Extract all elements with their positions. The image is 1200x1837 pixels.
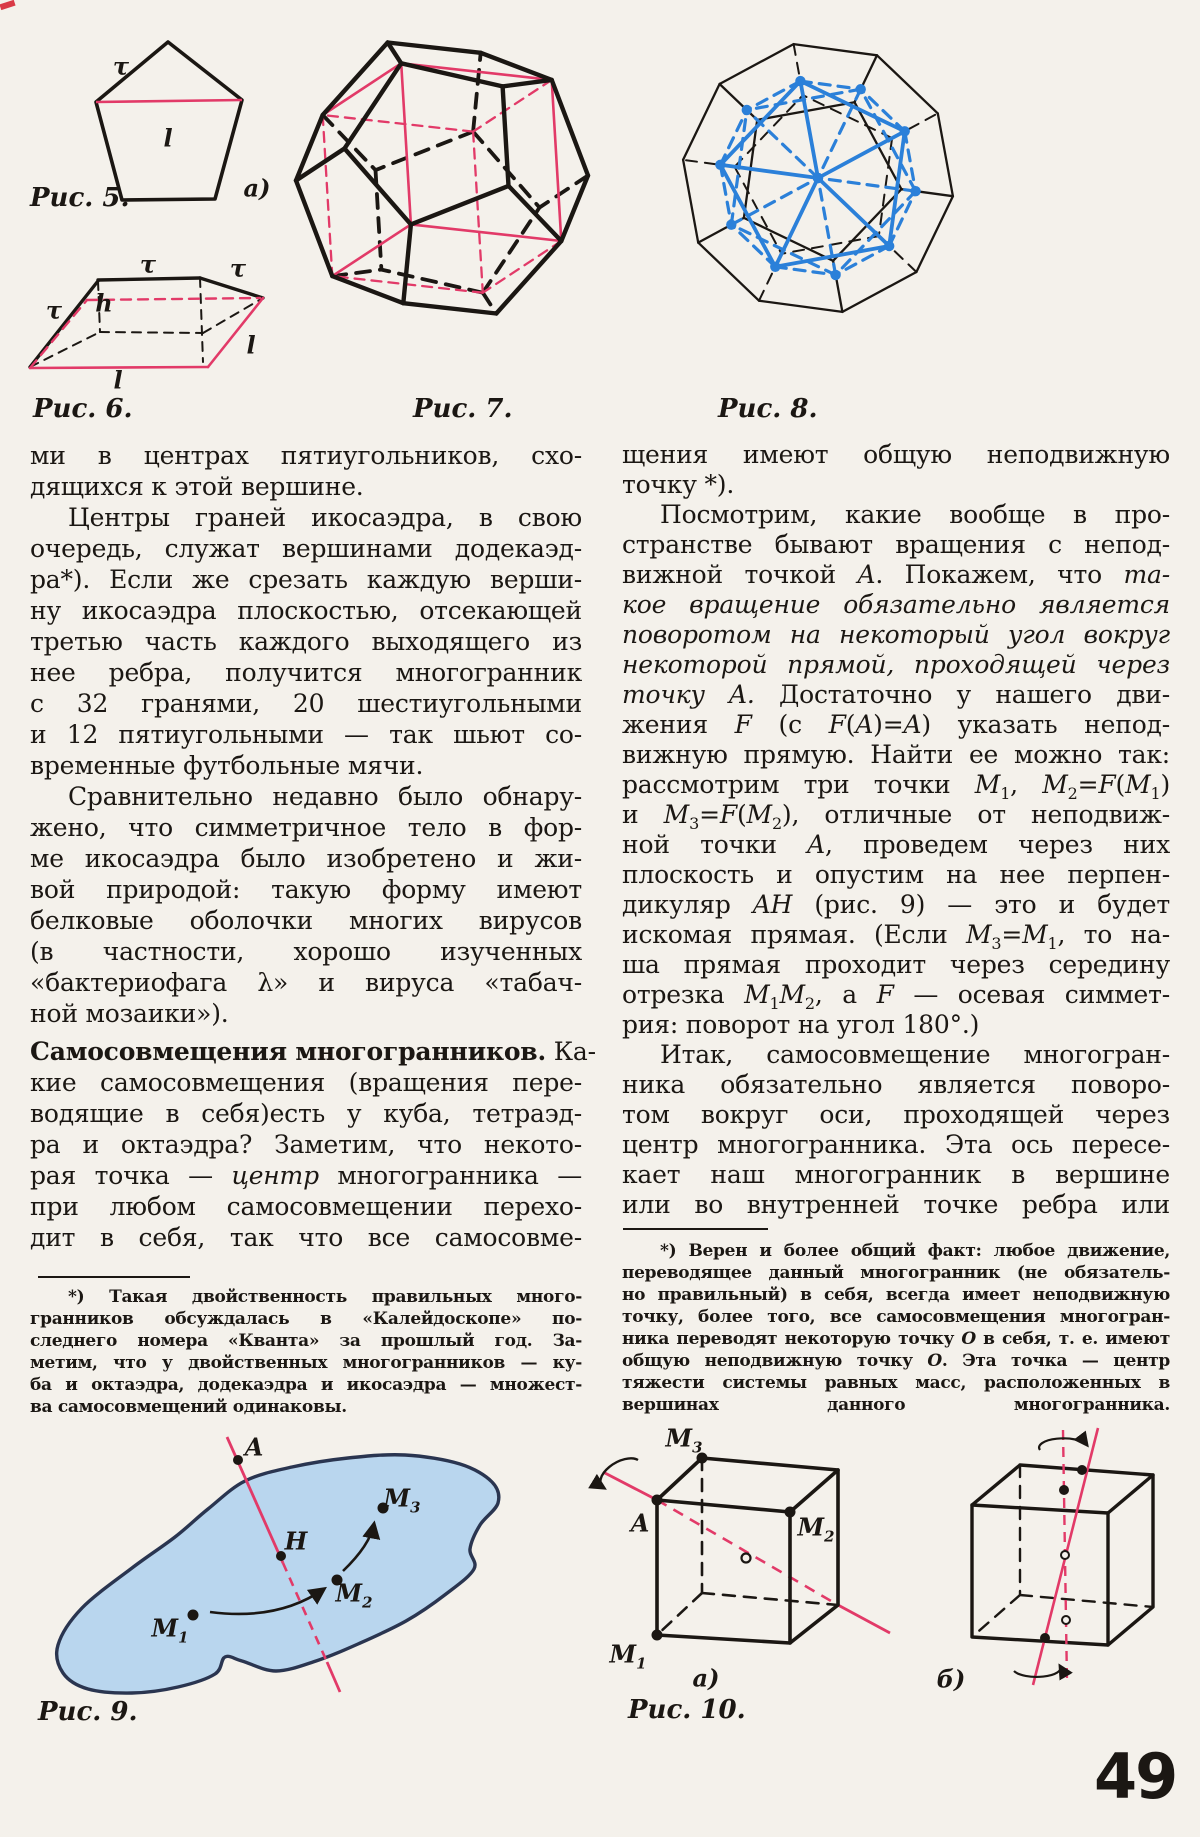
fig9-label-A: A — [244, 1432, 264, 1462]
text-line: ми в центрах пятиугольников, схо- — [30, 441, 582, 470]
fig6-label-tau-top: τ — [139, 249, 157, 279]
right-column-paragraphs — [622, 440, 1170, 1220]
text-line: рассмотрим три точки $M_1$, $M_2=F(M_1)$ — [622, 770, 1171, 803]
fig10b-cube-face-axis-figure — [930, 1405, 1190, 1705]
fig9-plane-blob-figure — [40, 1425, 520, 1715]
fig10a-label-A: A — [630, 1508, 650, 1538]
fig10b-axis-points — [1040, 1465, 1087, 1643]
polyhedron-edge — [388, 43, 481, 53]
text-line: третью часть каждого выходящего из — [30, 627, 582, 656]
text-line: жения F (с F(A)=A) указать непод- — [622, 710, 1170, 739]
fig10-caption: Рис. 10. — [628, 1695, 746, 1725]
polyhedron-edge — [916, 196, 953, 272]
polyhedron-edge — [683, 160, 698, 243]
right-footnote — [622, 1240, 1170, 1416]
fig8-caption: Рис. 8. — [718, 394, 818, 424]
fig7-caption: Рис. 7. — [413, 394, 513, 424]
fig10a-cube-dashed-edges — [657, 1458, 838, 1635]
polyhedron-edge — [720, 84, 758, 120]
text-line: Итак, самосовмещение многогран- — [660, 1040, 1170, 1069]
fig9-label-M3: $M_3$ — [383, 1483, 421, 1517]
polyhedron-edge — [877, 55, 938, 113]
fig6-pink-solid-edges — [30, 295, 263, 368]
text-line: рия: поворот на угол 180°.) — [622, 1010, 980, 1039]
text-line: кое вращение обязательно является — [622, 590, 1170, 619]
icosahedron-vertex-dot — [830, 270, 840, 280]
fig6-label-tau-right: τ — [229, 253, 247, 283]
text-line: с 32 гранями, 20 шестиугольными — [30, 689, 582, 718]
polyhedron-edge — [794, 44, 877, 55]
fig6-caption: Рис. 6. — [33, 394, 133, 424]
text-line: при любом самосовмещении перехо- — [30, 1192, 582, 1221]
text-line: том вокруг оси, проходящей через — [622, 1100, 1170, 1129]
text-line: дит в себя, так что все самосовме- — [30, 1223, 582, 1252]
icosahedron-vertex-dot — [813, 173, 823, 183]
left-column-section-selfcoincidences — [30, 1036, 596, 1253]
polyhedron-edge — [332, 224, 411, 276]
text-line: следнего номера «Кванта» за прошлый год. За- — [30, 1331, 582, 1351]
icosahedron-vertex-dot — [884, 241, 894, 251]
right-footnote-rule — [623, 1228, 768, 1230]
polyhedron-edge — [775, 178, 818, 267]
fig5-label-tau: τ — [112, 51, 130, 81]
polyhedron-edge — [561, 176, 588, 242]
polyhedron-edge — [403, 224, 411, 303]
text-line: дикуляр AH (рис. 9) — это и будет — [622, 890, 1170, 919]
text-line: ной точки A, проведем через них — [622, 830, 1170, 859]
polyhedron-edge — [376, 132, 474, 171]
fig6-label-l-bottom: l — [113, 365, 123, 395]
fig6-label-tau-left: τ — [45, 295, 63, 325]
text-line: рая точка — центр многогранника — — [30, 1161, 582, 1190]
text-line: метим, что у двойственных многогранников — ку- — [30, 1353, 582, 1373]
fig9-label-M2: $M_2$ — [335, 1578, 373, 1612]
text-line: Самосовмещения многогранников. Ка- — [30, 1037, 596, 1066]
scan-corner-mark — [0, 0, 16, 10]
text-line: точку A. Достаточно у нашего дви- — [622, 680, 1170, 709]
text-line: точку, более того, все самосовмещения многогран- — [622, 1307, 1170, 1327]
fig6-label-h: h — [95, 288, 113, 318]
text-line: искомая прямая. (Если $M_3=M_1$, то на- — [622, 920, 1170, 953]
polyhedron-edge — [483, 208, 540, 293]
polyhedron-edge — [332, 276, 403, 303]
fig5-diagonal-l — [96, 100, 242, 102]
icosahedron-vertex-dot — [742, 105, 752, 115]
text-line: или во внутренней точке ребра или — [622, 1190, 1170, 1219]
fig10a-label-M2: $M_2$ — [797, 1512, 835, 1546]
icosahedron-vertex-dot — [715, 160, 725, 170]
polyhedron-edge — [381, 270, 482, 293]
page-number: 49 — [1094, 1740, 1177, 1813]
left-footnote-rule — [38, 1276, 190, 1278]
text-line: некоторой прямой, проходящей через — [622, 650, 1170, 679]
icosahedron-vertex-dot — [726, 220, 736, 230]
text-line: ва самосовмещений одинаковы. — [30, 1397, 347, 1417]
text-line: кает наш многогранник в вершине — [622, 1160, 1170, 1189]
polyhedron-edge — [683, 84, 720, 160]
polyhedron-edge — [473, 80, 552, 132]
text-line: точку *). — [622, 470, 735, 499]
text-line: «бактериофага λ» и вируса «табач- — [30, 968, 582, 997]
text-line: ша прямая проходит через середину — [622, 950, 1170, 979]
fig6-pink-dashed-edges — [30, 295, 260, 368]
icosahedron-vertex-dot — [770, 262, 780, 272]
polyhedron-edge — [473, 53, 481, 132]
text-line: жено, что симметричное тело в фор- — [30, 813, 582, 842]
polyhedron-edge — [411, 224, 561, 241]
polyhedron-edge — [401, 63, 502, 86]
fig10a-label-M3: $M_3$ — [665, 1423, 703, 1457]
polyhedron-edge — [800, 81, 904, 131]
polyhedron-edge — [720, 165, 818, 178]
text-line: щения имеют общую неподвижную — [622, 440, 1170, 469]
text-line: *) Такая двойственность правильных много- — [68, 1287, 582, 1307]
polyhedron-edge — [503, 86, 509, 185]
text-line: очередь, служат вершинами додекаэд- — [30, 534, 582, 563]
text-line: общую неподвижную точку O. Эта точка — центр — [622, 1351, 1170, 1371]
polyhedron-edge — [323, 115, 473, 132]
fig8-dodecahedron-icosahedron-figure — [672, 20, 964, 338]
icosahedron-vertex-dot — [795, 76, 805, 86]
text-line: но правильный) в себя, всегда имеет неподвижную — [622, 1285, 1170, 1305]
fig10a-center-point — [742, 1554, 751, 1563]
text-line: ра*). Если же срезать каждую верши- — [30, 565, 582, 594]
text-line: переводящее данный многогранник (не обязатель- — [622, 1263, 1170, 1283]
icosahedron-vertex-dot — [900, 126, 910, 136]
text-line: Посмотрим, какие вообще в про- — [660, 500, 1170, 529]
polyhedron-edge — [509, 186, 562, 241]
polyhedron-edge — [403, 303, 496, 313]
text-line: и 12 пятиугольными — так шьют со- — [30, 720, 582, 749]
text-line: странстве бывают вращения с непод- — [622, 530, 1170, 559]
icosahedron-vertex-dot — [856, 84, 866, 94]
polyhedron-edge — [698, 243, 759, 301]
text-line: вижную прямую. Найти ее можно так: — [622, 740, 1170, 769]
text-line: поворотом на некоторый угол вокруг — [622, 620, 1170, 649]
left-column-paragraphs — [30, 440, 582, 1029]
polyhedron-edge — [842, 272, 916, 312]
fig10a-label-M1: $M_1$ — [609, 1639, 647, 1673]
fig10a-cube-diagonal-axis-figure — [550, 1410, 910, 1700]
fig7-sublabel-a: а) — [243, 173, 271, 203]
polyhedron-edge — [720, 44, 794, 84]
fig10a-cube-solid-edges — [657, 1458, 838, 1643]
fig9-blob-shape — [57, 1455, 499, 1693]
fig10a-sublabel: а) — [692, 1663, 720, 1693]
polyhedron-edge — [411, 186, 509, 225]
text-line: *) Верен и более общий факт: любое движение, — [660, 1241, 1170, 1261]
text-line: вой природой: такую форму имеют — [30, 875, 582, 904]
polyhedron-edge — [345, 63, 402, 148]
polyhedron-edge — [759, 301, 842, 312]
text-line: тяжести системы равных масс, расположенных в — [622, 1373, 1170, 1393]
text-line: водящие в себя)есть у куба, тетраэд- — [30, 1099, 582, 1128]
text-line: кие самосовмещения (вращения пере- — [30, 1068, 582, 1097]
icosahedron-vertex-dot — [910, 186, 920, 196]
polyhedron-edge — [720, 165, 775, 267]
fig7-dodecahedron-cube-figure — [290, 12, 598, 344]
text-line: вижной точкой A. Покажем, что та- — [622, 560, 1170, 589]
polyhedron-edge — [401, 63, 411, 224]
left-footnote — [30, 1286, 582, 1418]
fig9-label-H: H — [284, 1526, 308, 1556]
text-line: ну икосаэдра плоскостью, отсекающей — [30, 596, 582, 625]
text-line: нее ребра, получится многогранник — [30, 658, 582, 687]
text-line: ника переводят некоторую точку O в себя, т. е. имеют — [622, 1329, 1170, 1349]
text-line: временные футбольные мячи. — [30, 751, 424, 780]
polyhedron-edge — [496, 241, 561, 314]
text-line: ной мозаики»). — [30, 999, 229, 1028]
fig5-caption: Рис. 5. — [30, 183, 130, 213]
text-line: центр многогранника. Эта ось пересе- — [622, 1130, 1170, 1159]
text-line: и $M_3=F(M_2)$, отличные от неподвиж- — [622, 800, 1170, 833]
fig9-label-M1: $M_1$ — [151, 1613, 189, 1647]
fig9-caption: Рис. 9. — [38, 1697, 138, 1727]
polyhedron-edge — [720, 81, 800, 165]
text-line: отрезка $M_1M_2$, а F — осевая симмет- — [622, 980, 1171, 1013]
text-line: ника обязательно является поворо- — [622, 1070, 1170, 1099]
fig5-label-l: l — [163, 123, 173, 153]
text-line: вершинах данного многогранника. — [622, 1395, 1170, 1415]
fig6-label-l-right: l — [246, 330, 256, 360]
polyhedron-edge — [473, 132, 483, 293]
text-line: дящихся к этой вершине. — [30, 472, 364, 501]
text-line: (в частности, хорошо изученных — [30, 937, 582, 966]
text-line: белковые оболочки многих вирусов — [30, 906, 582, 935]
text-line: гранников обсуждалась в «Калейдоскопе» по- — [30, 1309, 582, 1329]
fig6-black-solid-edges — [30, 278, 263, 367]
text-line: Центры граней икосаэдра, в свою — [68, 503, 582, 532]
text-line: ме икосаэдра было изобретено и жи- — [30, 844, 582, 873]
fig10b-sublabel: б) — [936, 1664, 966, 1694]
text-line: ра и октаэдра? Заметим, что некото- — [30, 1130, 582, 1159]
text-line: Сравнительно недавно было обнару- — [68, 782, 582, 811]
polyhedron-edge — [296, 181, 332, 277]
text-line: плоскость и опустим на нее перпен- — [622, 860, 1170, 889]
text-line: ба и октаэдра, додекаэдра и икосаэдра — множест- — [30, 1375, 582, 1395]
polyhedron-edge — [938, 113, 953, 196]
fig10a-vertex-points — [652, 1453, 796, 1641]
